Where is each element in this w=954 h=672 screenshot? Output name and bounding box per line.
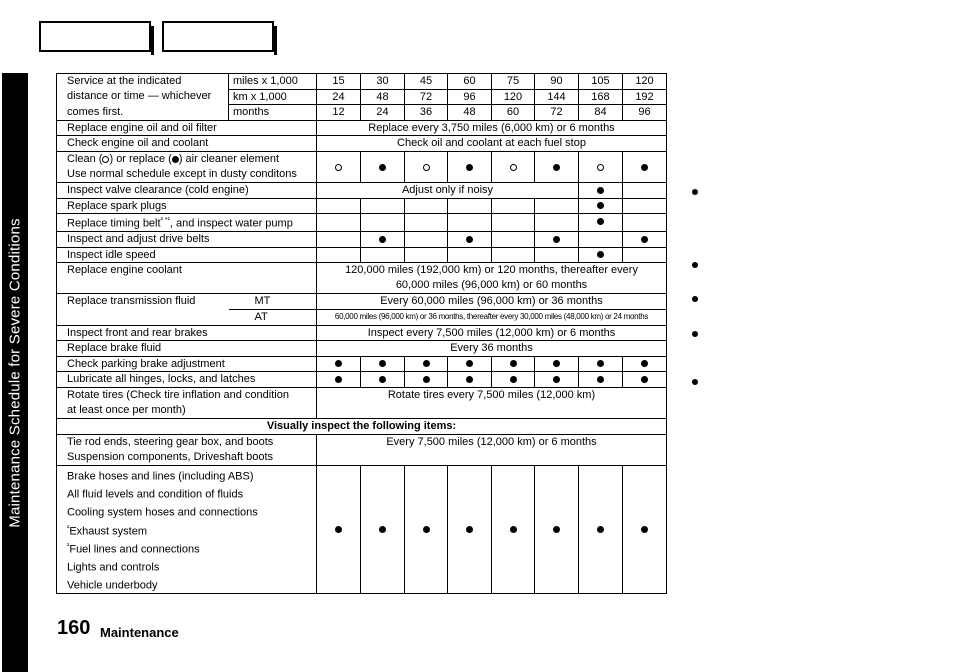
km-cell: 96 (448, 89, 492, 105)
mark-replace (535, 151, 579, 182)
unit-months: months (229, 105, 317, 121)
item-label: Check engine oil and coolant (57, 136, 317, 152)
mark (579, 214, 623, 232)
item-label: Tie rod ends, steering gear box, and boots (57, 434, 317, 450)
inspect-list-row (57, 465, 667, 593)
table-row (57, 309, 667, 325)
mark (361, 232, 405, 248)
km-cell: 120 (492, 89, 535, 105)
item-label: Use normal schedule except in dusty conditons (57, 167, 317, 183)
header-row-miles (57, 74, 667, 90)
mark-clean (317, 151, 361, 182)
prev-page-button[interactable] (39, 21, 151, 52)
table-row (57, 341, 667, 357)
mark (623, 232, 667, 248)
months-cell: 24 (361, 105, 405, 121)
miles-cell: 30 (361, 74, 405, 90)
km-cell: 48 (361, 89, 405, 105)
bullet-marker (692, 189, 698, 195)
table-row (57, 372, 667, 388)
header-row-months (57, 105, 667, 121)
item-label: Replace spark plugs (57, 198, 317, 214)
bullet-marker (692, 296, 698, 302)
km-cell: 144 (535, 89, 579, 105)
table-row (57, 403, 667, 419)
unit-km: km x 1,000 (229, 89, 317, 105)
interval-note: Every 36 months (317, 341, 667, 357)
months-cell: 36 (405, 105, 448, 121)
km-cell: 72 (405, 89, 448, 105)
miles-cell: 105 (579, 74, 623, 90)
section-side-tab (2, 73, 28, 672)
mark-empty (623, 183, 667, 199)
item-label: Lubricate all hinges, locks, and latches (57, 372, 317, 388)
header-row-km (57, 89, 667, 105)
mark-clean (492, 151, 535, 182)
mark (579, 247, 623, 263)
bullet-marker (692, 331, 698, 337)
table-row (57, 450, 667, 466)
mark (448, 232, 492, 248)
item-label: Rotate tires (Check tire inflation and condition (57, 387, 317, 403)
item-label: Check parking brake adjustment (57, 356, 317, 372)
header-label: distance or time — whichever (57, 89, 229, 105)
mark-replace (448, 151, 492, 182)
table-row (57, 325, 667, 341)
table-row (57, 151, 667, 167)
mark (579, 183, 623, 199)
months-cell: 48 (448, 105, 492, 121)
months-cell: 84 (579, 105, 623, 121)
months-cell: 96 (623, 105, 667, 121)
mark-replace (623, 151, 667, 182)
table-row (57, 356, 667, 372)
at-label: AT (229, 309, 317, 325)
table-row (57, 232, 667, 248)
interval-note: 60,000 miles (96,000 km) or 60 months (317, 278, 667, 294)
table-row (57, 214, 667, 232)
interval-note: Every 60,000 miles (96,000 km) or 36 months (317, 294, 667, 310)
item-label: Inspect valve clearance (cold engine) (57, 183, 317, 199)
visual-inspect-heading: Visually inspect the following items: (57, 419, 667, 435)
side-tab-label: Maintenance Schedule for Severe Conditions (6, 218, 24, 528)
item-label: Replace brake fluid (57, 341, 317, 357)
table-row (57, 120, 667, 136)
item-label: Inspect idle speed (57, 247, 317, 263)
interval-note: Rotate tires every 7,500 miles (12,000 km) (317, 387, 667, 403)
unit-miles: miles x 1,000 (229, 74, 317, 90)
item-label: Clean ( ) or replace ( ) air cleaner element (57, 151, 317, 167)
mark (579, 198, 623, 214)
next-page-button[interactable] (162, 21, 274, 52)
km-cell: 168 (579, 89, 623, 105)
miles-cell: 75 (492, 74, 535, 90)
interval-note: 120,000 miles (192,000 km) or 120 months, thereafter every (317, 263, 667, 279)
table-row (57, 294, 667, 310)
table-row (57, 278, 667, 294)
item-label: Replace engine oil and oil filter (57, 120, 317, 136)
miles-cell: 120 (623, 74, 667, 90)
inspect-list: Brake hoses and lines (including ABS) All fluid levels and condition of fluids Cooling system hoses and connections $^{^2}$Exhaust system $^{^2}$Fuel lines and connections Lights and controls Vehicle underbody (57, 465, 317, 593)
km-cell: 24 (317, 89, 361, 105)
interval-note: Check oil and coolant at each fuel stop (317, 136, 667, 152)
table-row (57, 198, 667, 214)
header-label: comes first. (57, 105, 229, 121)
table-row (57, 183, 667, 199)
table-row (57, 434, 667, 450)
item-label: Replace engine coolant (57, 263, 317, 279)
interval-note: Adjust only if noisy (317, 183, 579, 199)
mark-clean (405, 151, 448, 182)
bullet-marker (692, 379, 698, 385)
table-row (57, 247, 667, 263)
item-label: Suspension components, Driveshaft boots (57, 450, 317, 466)
mark-replace (361, 151, 405, 182)
interval-note: 60,000 miles (96,000 km) or 36 months, thereafter every 30,000 miles (48,000 km) or 24 months (317, 309, 667, 325)
interval-note: Inspect every 7,500 miles (12,000 km) or 6 months (317, 325, 667, 341)
miles-cell: 15 (317, 74, 361, 90)
item-label: at least once per month) (57, 403, 317, 419)
mark (535, 232, 579, 248)
item-label: Replace transmission fluid (57, 294, 229, 310)
mark-clean (579, 151, 623, 182)
header-label: Service at the indicated (57, 74, 229, 90)
item-label: Inspect and adjust drive belts (57, 232, 317, 248)
section-heading-row (57, 419, 667, 435)
months-cell: 60 (492, 105, 535, 121)
mt-label: MT (229, 294, 317, 310)
table-row (57, 387, 667, 403)
interval-note: Every 7,500 miles (12,000 km) or 6 months (317, 434, 667, 450)
table-row (57, 263, 667, 279)
km-cell: 192 (623, 89, 667, 105)
page-number: 160 (57, 617, 91, 639)
maintenance-schedule-table (56, 73, 667, 594)
table-row (57, 136, 667, 152)
months-cell: 12 (317, 105, 361, 121)
miles-cell: 90 (535, 74, 579, 90)
miles-cell: 45 (405, 74, 448, 90)
miles-cell: 60 (448, 74, 492, 90)
interval-note: Replace every 3,750 miles (6,000 km) or 6 months (317, 120, 667, 136)
bullet-marker (692, 262, 698, 268)
section-title: Maintenance (100, 625, 179, 640)
months-cell: 72 (535, 105, 579, 121)
item-label: Inspect front and rear brakes (57, 325, 317, 341)
item-label: Replace timing belt$^{^2 *^1}$, and inspect water pump (57, 214, 317, 232)
